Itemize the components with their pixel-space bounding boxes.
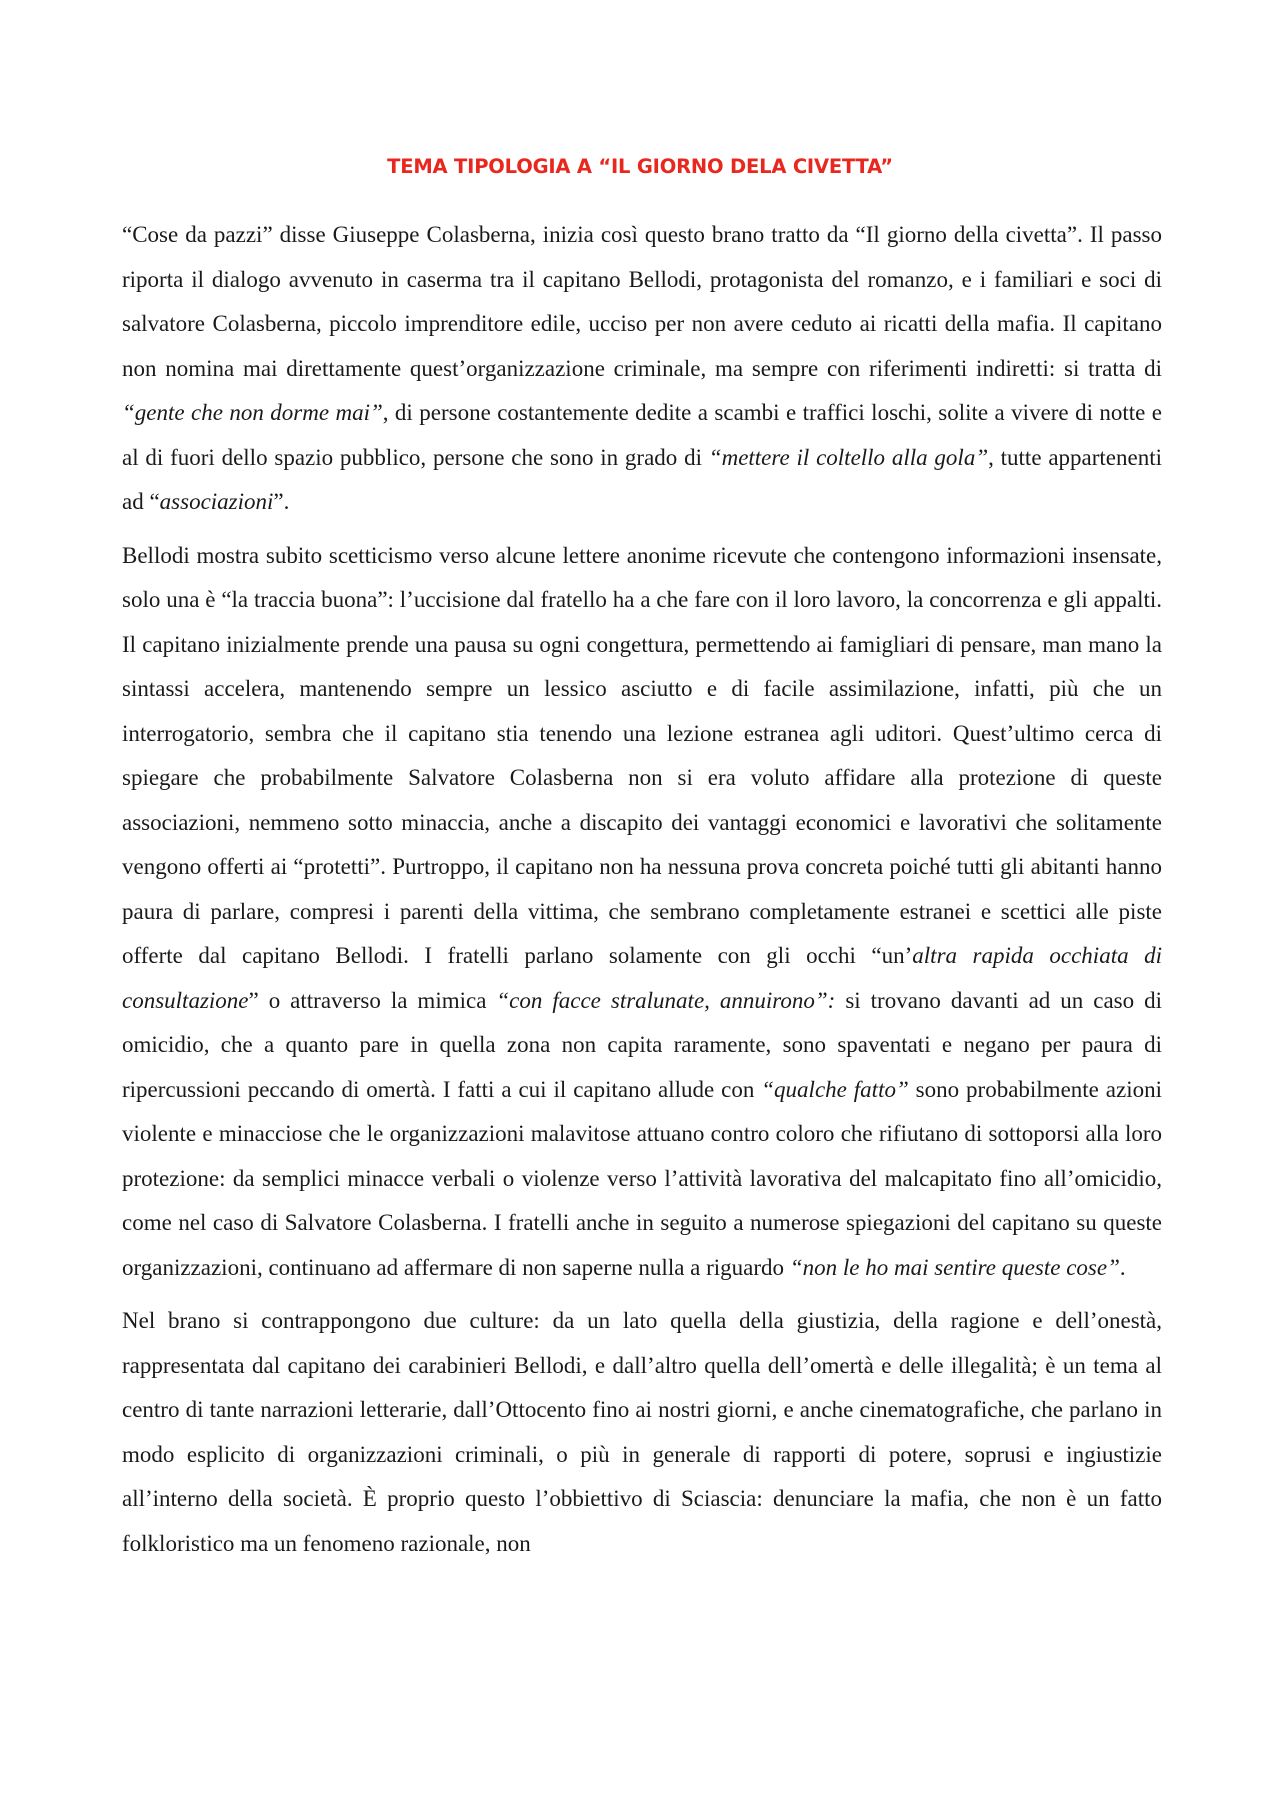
document-body: [122, 213, 1162, 1575]
document-title: TEMA TIPOLOGIA A “IL GIORNO DELA CIVETTA”: [387, 155, 893, 178]
italic-quote: associazioni: [159, 489, 274, 514]
paragraph: [122, 534, 1162, 1291]
text-run: .: [1119, 1254, 1126, 1280]
text-run: Nel brano si contrappongono due culture: da un lato quella della giustizia, della ragione e dell’onestà, rappresentata dal capitano dei carabinieri Bellodi, e dall’altro quella dell’omertà e delle illegalità; è un tema al centro di tante narrazioni letterarie, dall’Ottocento fino ai nostri giorni, e anche cinematografiche, che parlano in modo esplicito di organizzazioni criminali, o più in generale di rapporti di potere, soprusi e ingiustizie all’interno della società. È proprio questo l’obbiettivo di Sciascia: denunciare la mafia, che non è un fatto folkloristico ma un fenomeno razionale, non: [122, 1308, 1162, 1556]
text-run: , di persone costantemente dedite a scambi e traffici loschi, solite a vivere di notte e al di fuori dello spazio pubblico, persone che sono in grado di: [122, 400, 1162, 470]
italic-quote: “qualche fatto”: [761, 1076, 909, 1102]
italic-quote: “mettere il coltello alla gola”: [708, 444, 989, 470]
italic-quote: altra rapida occhiata di consultazione: [122, 943, 1162, 1013]
paragraph: [122, 1299, 1162, 1566]
text-run: “Cose da pazzi” disse Giuseppe Colasberna, inizia così questo brano tratto da “Il giorno della civetta”. Il passo riporta il dialogo avvenuto in caserma tra il capitano Bellodi, protagonista del romanzo, e i familiari e soci di salvatore Colasberna, piccolo imprenditore edile, ucciso per non avere ceduto ai ricatti della mafia. Il capitano non nomina mai direttamente quest’organizzazione criminale, ma sempre con riferimenti indiretti: si tratta di: [122, 222, 1162, 381]
text-run: si trovano davanti ad un caso di omicidio, che a quanto pare in quella zona non capita raramente, sono spaventati e negano per paura di ripercussioni peccando di omertà. I fatti a cui il capitano allude con: [122, 987, 1163, 1102]
paragraph: [122, 213, 1162, 525]
text-run: ” o attraverso la mimica: [248, 987, 497, 1013]
text-run: sono probabilmente azioni violente e minacciose che le organizzazioni malavitose attuano contro coloro che rifiutano di sottoporsi alla loro protezione: da semplici minacce verbali o violenze verso l’attività lavorativa del malcapitato fino all’omicidio, come nel caso di Salvatore Colasberna. I fratelli anche in seguito a numerose spiegazioni del capitano su queste organizzazioni, continuano ad affermare di non saperne nulla a riguardo: [122, 1076, 1162, 1280]
text-run: ”.: [273, 489, 290, 514]
italic-quote: “non le ho mai sentire queste cose”: [789, 1254, 1120, 1280]
italic-quote: “con facce stralunate, annuirono”:: [496, 987, 836, 1013]
text-run: , tutte appartenenti ad “: [122, 444, 1162, 514]
italic-quote: “gente che non dorme mai”: [122, 400, 383, 425]
text-run: Bellodi mostra subito scetticismo verso alcune lettere anonime ricevute che contengono informazioni insensate, solo una è “la traccia buona”: l’uccisione dal fratello ha a che fare con il loro lavoro, la concorrenza e gli appalti. Il capitano inizialmente prende una pausa su ogni congettura, permettendo ai famigliari di pensare, man mano la sintassi accelera, mantenendo sempre un lessico asciutto e di facile assimilazione, infatti, più che un interrogatorio, sembra che il capitano stia tenendo una lezione estranea agli uditori. Quest’ultimo cerca di spiegare che probabilmente Salvatore Colasberna non si era voluto affidare alla protezione di queste associazioni, nemmeno sotto minaccia, anche a discapito dei vantaggi economici e lavorativi che solitamente vengono offerti ai “protetti”. Purtroppo, il capitano non ha nessuna prova concreta poiché tutti gli abitanti hanno paura di parlare, compresi i parenti della vittima, che sembrano completamente estranei e scettici alle piste offerte dal capitano Bellodi. I fratelli parlano solamente con gli occhi “un’: [122, 542, 1162, 968]
